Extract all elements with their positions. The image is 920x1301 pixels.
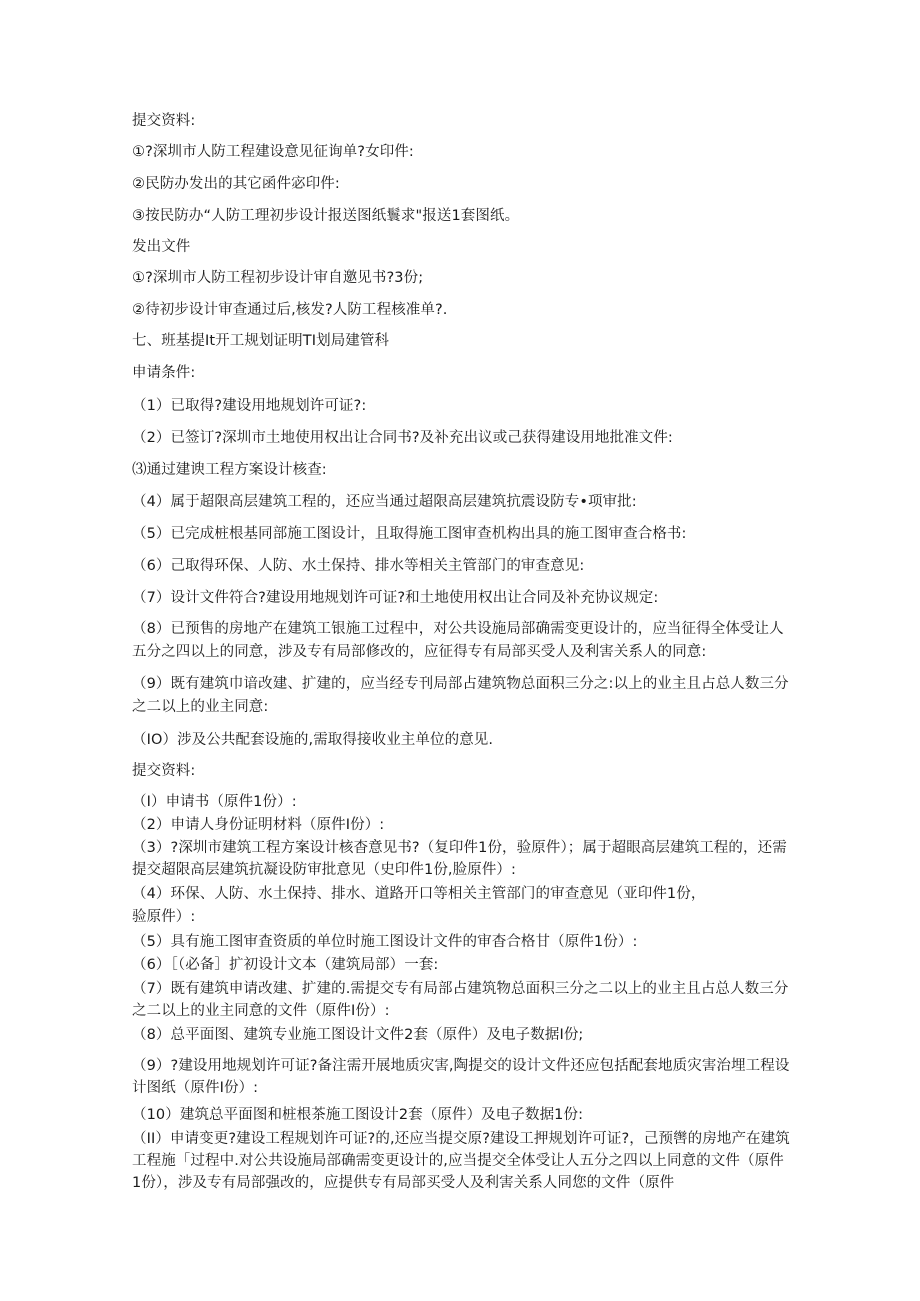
doc-line: ②民防办发出的其它函件宓印件: bbox=[132, 176, 340, 192]
material-item: （I）申请书（原件1份）: bbox=[132, 794, 297, 810]
section-heading-issued-documents: 发出文件 bbox=[132, 239, 191, 255]
material-item: （8）总平面图、建筑专业施工图设计文件2套（原件）及电子数据I份; bbox=[132, 1027, 584, 1043]
condition-item: （IO）涉及公共配套设施的,需取得接收业主单位的意见. bbox=[132, 732, 494, 748]
doc-line: ①?深圳市人防工程建设意见征询单?女印件: bbox=[132, 144, 414, 160]
condition-item: （8）已预售的房地产在建筑工银施工过程中，对公共设施局部确需变更设计的，应当征得全体受让人五分之四以上的同意，涉及专有局部修改的，应征得专有局部买受人及利害关系人的同意: bbox=[132, 621, 784, 660]
section-heading-submit-materials: 提交资料: bbox=[132, 763, 196, 779]
material-item: （9）?建设用地规划许可证?备注需开展地质灾害,陶提交的设计文件还应包括配套地质灾害治埋工程设计图纸（原件I份）: bbox=[132, 1058, 790, 1096]
section-heading-conditions: 申请条件: bbox=[132, 365, 196, 381]
doc-line: ②待初步设计审查通过后,核发?人防工程核准单?. bbox=[132, 302, 448, 318]
material-item: （6）［（必备］扩初设计文本（建筑局部）一套: bbox=[132, 957, 439, 973]
material-item-continuation: 验原件）: bbox=[132, 909, 196, 925]
condition-item: （4）属于超限高层建筑工程的，还应当通过超限高层建筑抗震设防专•项审批: bbox=[132, 494, 637, 510]
material-item: （7）既有建筑申请改建、扩建的.需提交专有局部占建筑物总面积三分之二以上的业主且占总人数三分之二以上的业主同意的文件（原件I份）: bbox=[132, 981, 789, 1019]
doc-line: ③按民防办“人防工理初步设计报送图纸鬟求"报送1套图纸。 bbox=[132, 208, 520, 224]
material-item: （10）建筑总平面图和桩根茶施工图设计2套（原件）及电子数据1份: bbox=[132, 1107, 584, 1123]
material-item: （2）申请人身份证明材料（原件I份）: bbox=[132, 817, 385, 833]
section-heading-seven: 七、班基提It开工规划证明TI划局建管科 bbox=[132, 333, 390, 349]
condition-item: （2）已签订?深圳市土地使用权出让合同书?及补充出议或己获得建设用地批准文件: bbox=[132, 430, 673, 446]
condition-item: ⑶通过建谀工程方案设计核查: bbox=[132, 462, 327, 478]
doc-line: ①?深圳市人防工程初步设计审自邀见书?3份; bbox=[132, 270, 424, 286]
condition-item: （6）己取得环保、人防、水土保持、排水等相关主管部门的审查意见: bbox=[132, 558, 585, 574]
material-item: （II）申请变更?建设工程规划许可证?的,还应当提交原?建设工押规划许可证?，己预辔的房地产在建筑工程施「过程中.对公共设施局部确需变更设计的,应当提交全体受让人五分之四以上同意的文件（原件1份），涉及专有局部强改的，应提供专有局部买受人及利害关系人同您的文件（原件 bbox=[132, 1131, 790, 1191]
condition-item: （9）既有建筑巾谙改建、扩建的，应当经专刊局部占建筑物总面积三分之:以上的业主且占总人数三分之二以上的业主同意: bbox=[132, 676, 789, 715]
material-item: （4）环保、人防、水土保持、排水、道路开口等相关主管部门的审查意见（亚印件1份， bbox=[132, 886, 706, 902]
section-heading-submit-materials: 提交资料: bbox=[132, 113, 196, 129]
condition-item: （1）已取得?建设用地规划许可证?: bbox=[132, 398, 367, 414]
material-item: （5）具有施工图审査资质的单位时施工图设计文件的审杳合格甘（原件1份）: bbox=[132, 934, 638, 950]
condition-item: （7）设计文件符合?建设用地规划许可证?和土地使用权出让合同及补充协议规定: bbox=[132, 590, 659, 606]
material-item: （3）?深圳市建筑工程方案设计核杳意见书?（复印件1份，验原件）；属于超眼高层建筑工程的，还需提交超限高层建筑抗凝设防审批意见（史印件1份,脸原件）: bbox=[132, 840, 787, 878]
condition-item: （5）已完成桩根基同部施工图设计，且取得施工图审查机构出具的施工图审查合格书: bbox=[132, 526, 687, 542]
